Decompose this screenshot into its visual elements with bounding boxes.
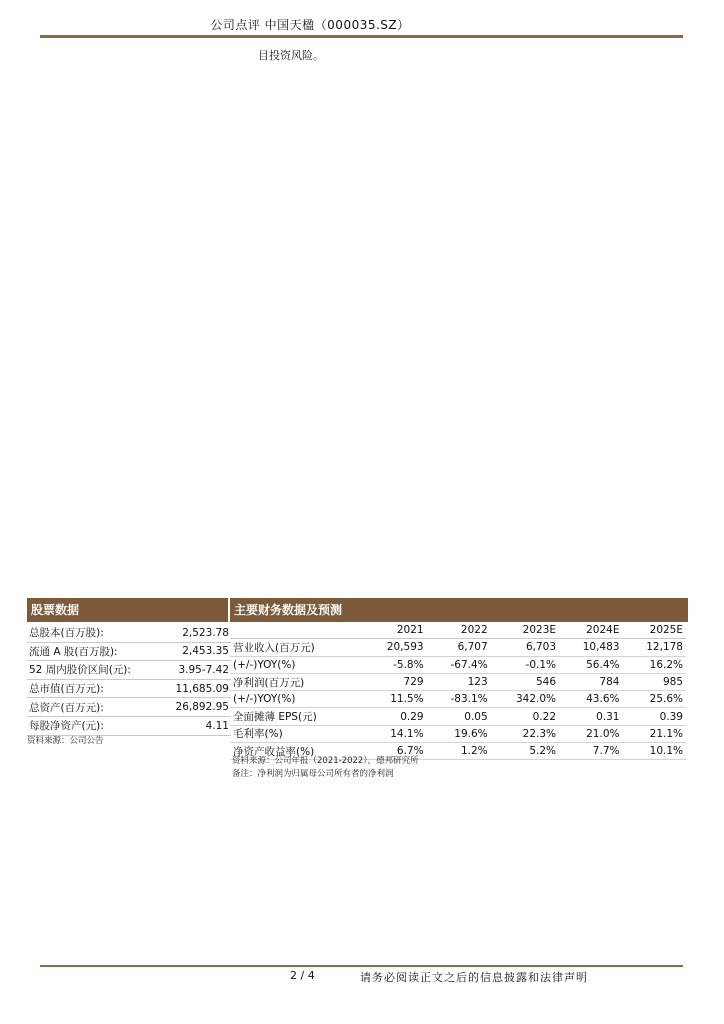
cell: 7.7%: [559, 743, 622, 760]
financial-data-source: 资料来源：公司年报（2021-2022），德邦研究所: [232, 756, 419, 766]
column-header: 2022: [427, 622, 491, 639]
cell: 12,178: [622, 639, 686, 656]
footer-rule: [40, 965, 683, 967]
financial-data-title: 主要财务数据及预测: [230, 598, 688, 622]
row-label: 营业收入(百万元): [230, 639, 363, 656]
table-row: [230, 673, 686, 690]
row-value: 4.11: [159, 716, 231, 735]
row-value: 2,523.78: [159, 624, 231, 642]
page-number: 2 / 4: [290, 969, 315, 982]
row-label: 52 周内股价区间(元):: [27, 661, 159, 680]
table-row: [230, 708, 686, 725]
financial-data-note: 备注：净利润为归属母公司所有者的净利润: [232, 769, 394, 779]
cell: 6,703: [491, 639, 559, 656]
cell: 123: [427, 673, 491, 690]
cell: -83.1%: [427, 691, 491, 708]
footer-disclaimer: 请务必阅读正文之后的信息披露和法律声明: [360, 971, 588, 984]
table-row: [27, 716, 231, 735]
row-value: 11,685.09: [159, 679, 231, 698]
cell: 43.6%: [559, 691, 622, 708]
cell: 985: [622, 673, 686, 690]
stock-data-source: 资料来源：公司公告: [27, 736, 104, 746]
header-rule: [40, 35, 683, 38]
row-label: 流通 A 股(百万股):: [27, 642, 159, 661]
table-row: [27, 642, 231, 661]
table-row: [230, 725, 686, 742]
column-header: 2023E: [491, 622, 559, 639]
column-header: 2024E: [559, 622, 622, 639]
cell: 21.0%: [559, 725, 622, 742]
cell: 0.29: [363, 708, 426, 725]
row-label: 净利润(百万元): [230, 673, 363, 690]
body-text: 目投资风险。: [258, 49, 324, 62]
cell: -5.8%: [363, 656, 426, 673]
row-value: 3.95-7.42: [159, 661, 231, 680]
cell: 729: [363, 673, 426, 690]
row-label: 总市值(百万元):: [27, 679, 159, 698]
cell: 11.5%: [363, 691, 426, 708]
cell: 0.22: [491, 708, 559, 725]
cell: 0.05: [427, 708, 491, 725]
page-header-title: 公司点评 中国天楹（000035.SZ）: [210, 18, 410, 32]
table-row: [230, 691, 686, 708]
cell: -0.1%: [491, 656, 559, 673]
financial-data-table: [230, 622, 686, 760]
cell: 19.6%: [427, 725, 491, 742]
cell: 6,707: [427, 639, 491, 656]
row-label: (+/-)YOY(%): [230, 656, 363, 673]
row-value: 26,892.95: [159, 698, 231, 717]
row-label: (+/-)YOY(%): [230, 691, 363, 708]
cell: 0.31: [559, 708, 622, 725]
cell: 10.1%: [622, 743, 686, 760]
row-label: 毛利率(%): [230, 725, 363, 742]
table-row: [27, 661, 231, 680]
row-label: 净资产收益率(%): [230, 743, 363, 760]
cell: 20,593: [363, 639, 426, 656]
cell: -67.4%: [427, 656, 491, 673]
row-label: 全面摊薄 EPS(元): [230, 708, 363, 725]
row-label: 每股净资产(元):: [27, 716, 159, 735]
cell: 56.4%: [559, 656, 622, 673]
row-label: 总资产(百万元):: [27, 698, 159, 717]
row-label: 总股本(百万股):: [27, 624, 159, 642]
cell: 14.1%: [363, 725, 426, 742]
stock-data-title: 股票数据: [27, 598, 228, 622]
column-header: 2025E: [622, 622, 686, 639]
table-header-row: [230, 622, 686, 639]
cell: 25.6%: [622, 691, 686, 708]
table-row: [230, 656, 686, 673]
cell: 16.2%: [622, 656, 686, 673]
cell: 21.1%: [622, 725, 686, 742]
row-value: 2,453.35: [159, 642, 231, 661]
cell: 546: [491, 673, 559, 690]
table-row: [27, 698, 231, 717]
column-header: 2021: [363, 622, 426, 639]
stock-data-table: [27, 624, 231, 736]
cell: 5.2%: [491, 743, 559, 760]
cell: 10,483: [559, 639, 622, 656]
cell: 22.3%: [491, 725, 559, 742]
table-row: [27, 624, 231, 642]
cell: 784: [559, 673, 622, 690]
cell: 342.0%: [491, 691, 559, 708]
cell: 1.2%: [427, 743, 491, 760]
table-row: [27, 679, 231, 698]
column-header: [230, 622, 363, 639]
cell: 0.39: [622, 708, 686, 725]
table-row: [230, 639, 686, 656]
cell: 6.7%: [363, 743, 426, 760]
